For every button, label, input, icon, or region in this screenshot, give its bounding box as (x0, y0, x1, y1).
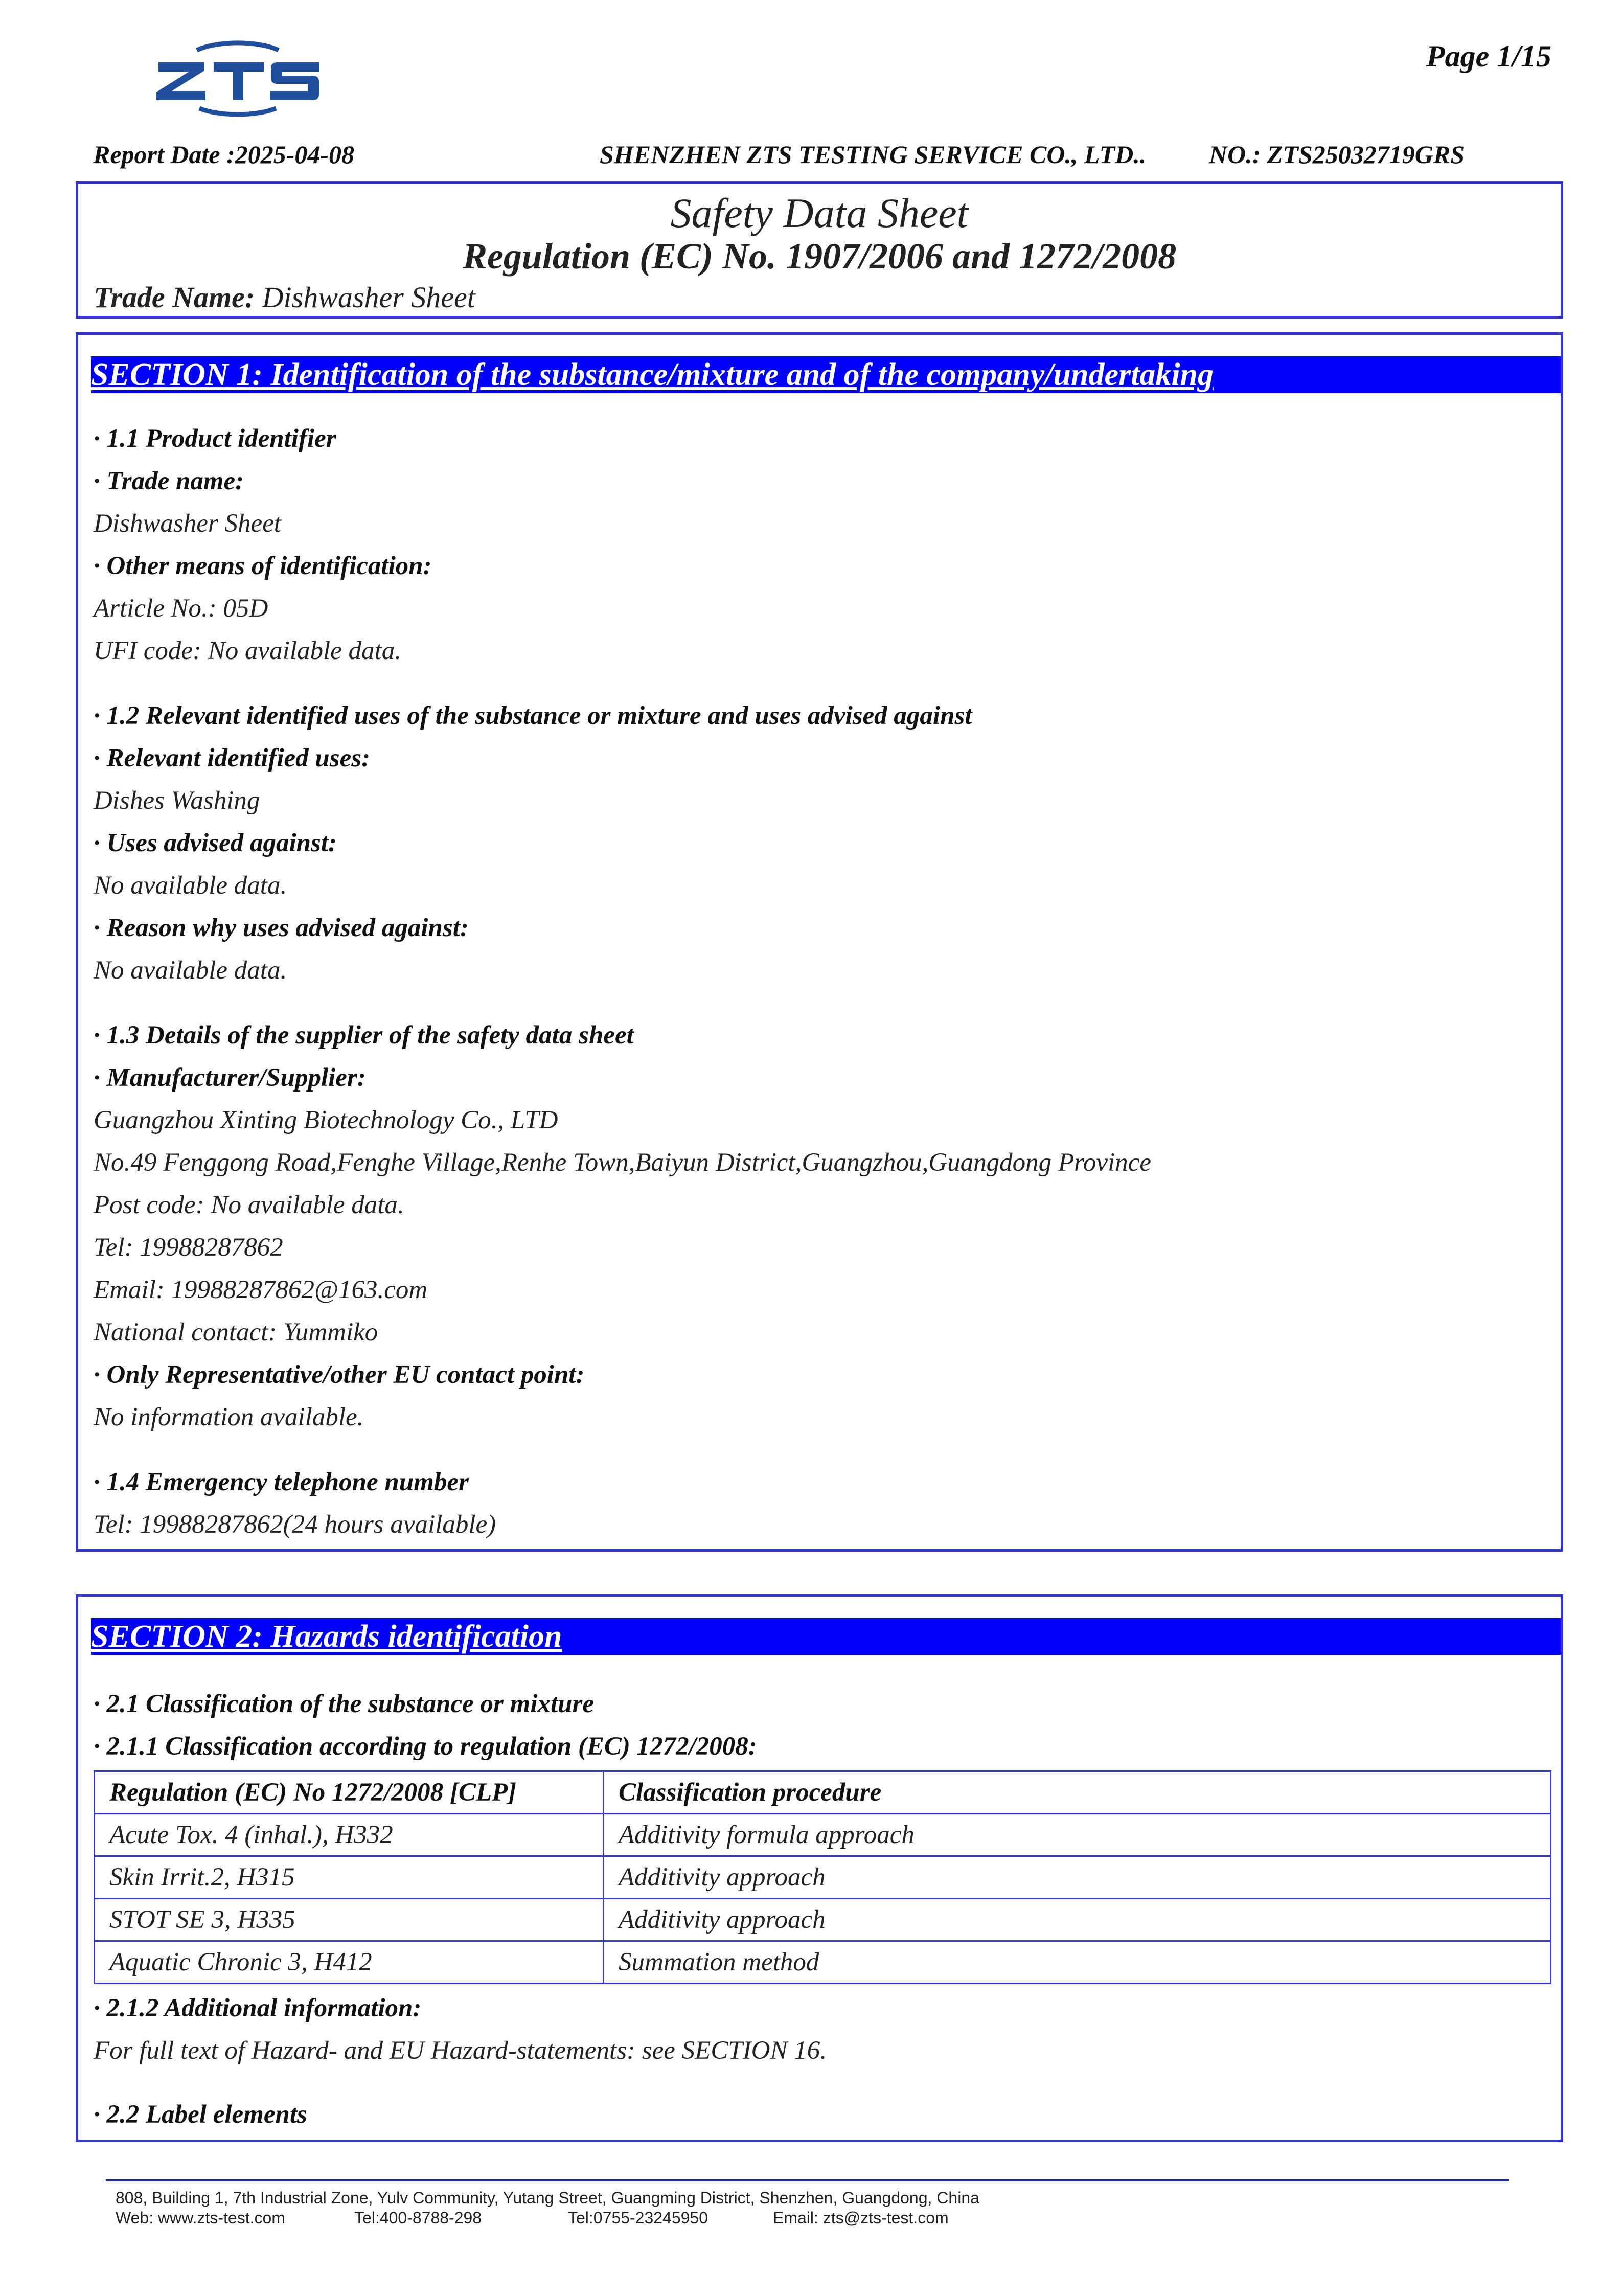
field-value: Email: 19988287862@163.com (94, 1276, 428, 1304)
field-value: Dishwasher Sheet (94, 509, 281, 538)
field-value: Tel: 19988287862(24 hours available) (94, 1510, 496, 1539)
field-heading: · Manufacturer/Supplier: (94, 1063, 366, 1092)
field-value: Dishes Washing (94, 786, 260, 815)
field-value: UFI code: No available data. (94, 636, 401, 665)
table-cell: Acute Tox. 4 (inhal.), H332 (95, 1814, 604, 1856)
field-value: No.49 Fenggong Road,Fenghe Village,Renhe Town,Baiyun District,Guangzhou,Guangdong Province (94, 1148, 1152, 1177)
company-name: SHENZHEN ZTS TESTING SERVICE CO., LTD.. (600, 140, 1147, 169)
field-value: Article No.: 05D (94, 594, 268, 623)
footer-divider (106, 2179, 1509, 2181)
table-header-cell: Regulation (EC) No 1272/2008 [CLP] (95, 1771, 604, 1814)
document-title: Safety Data Sheet (670, 190, 969, 236)
table-cell: Summation method (604, 1941, 1551, 1984)
label-elements-heading: · 2.2 Label elements (94, 2100, 307, 2129)
table-cell: Additivity approach (604, 1856, 1551, 1899)
field-heading: · 1.4 Emergency telephone number (94, 1468, 469, 1496)
trade-name-value: Dishwasher Sheet (262, 281, 475, 314)
field-value: No information available. (94, 1403, 364, 1431)
table-cell: Skin Irrit.2, H315 (95, 1856, 604, 1899)
field-heading: · Relevant identified uses: (94, 744, 371, 772)
field-heading: · 1.2 Relevant identified uses of the substance or mixture and uses advised against (94, 701, 972, 730)
table-row (95, 1941, 1551, 1984)
table-row (95, 1814, 1551, 1856)
section-1 (76, 332, 1563, 1552)
field-heading: · Trade name: (94, 467, 244, 495)
table-header-row (95, 1771, 1551, 1814)
title-box (76, 181, 1563, 319)
footer-email: Email: zts@zts-test.com (773, 2209, 949, 2227)
clp-classification-heading: · 2.1.1 Classification according to regulation (EC) 1272/2008: (94, 1732, 757, 1761)
field-heading: · 1.3 Details of the supplier of the safety data sheet (94, 1021, 634, 1050)
field-value: Post code: No available data. (94, 1191, 404, 1219)
field-value: Tel: 19988287862 (94, 1233, 283, 1262)
footer-tel-2: Tel:0755-23245950 (568, 2209, 708, 2227)
regulation-subtitle: Regulation (EC) No. 1907/2006 and 1272/2008 (462, 236, 1177, 277)
footer-tel-1: Tel:400-8788-298 (354, 2209, 482, 2227)
field-heading: · Only Representative/other EU contact point: (94, 1360, 585, 1389)
table-header-cell: Classification procedure (604, 1771, 1551, 1814)
field-value: Guangzhou Xinting Biotechnology Co., LTD (94, 1106, 558, 1134)
additional-info-text: For full text of Hazard- and EU Hazard-statements: see SECTION 16. (94, 2036, 827, 2065)
table-cell: Additivity approach (604, 1899, 1551, 1941)
table-cell: Additivity formula approach (604, 1814, 1551, 1856)
field-value: No available data. (94, 871, 287, 900)
field-value: National contact: Yummiko (94, 1318, 378, 1347)
table-cell: Aquatic Chronic 3, H412 (95, 1941, 604, 1984)
classification-table (94, 1770, 1551, 1984)
classification-heading: · 2.1 Classification of the substance or mixture (94, 1690, 595, 1718)
section-2-heading: SECTION 2: Hazards identification (91, 1618, 1561, 1655)
report-number: NO.: ZTS25032719GRS (1209, 140, 1465, 169)
trade-name (94, 280, 475, 314)
trade-name-label: Trade Name: (94, 281, 255, 314)
footer-address: 808, Building 1, 7th Industrial Zone, Yulv Community, Yutang Street, Guangming District, Shenzhen, Guangdong, China (116, 2189, 979, 2207)
report-date: Report Date :2025-04-08 (93, 140, 355, 169)
table-row (95, 1856, 1551, 1899)
table-row (95, 1899, 1551, 1941)
field-heading: · 1.1 Product identifier (94, 424, 336, 453)
field-value: No available data. (94, 956, 287, 985)
footer-web: Web: www.zts-test.com (116, 2209, 285, 2227)
page-number: Page 1/15 (1426, 39, 1551, 73)
section-1-heading: SECTION 1: Identification of the substance/mixture and of the company/undertaking (91, 356, 1561, 393)
field-heading: · Uses advised against: (94, 829, 337, 857)
field-heading: · Other means of identification: (94, 552, 432, 580)
section-2 (76, 1594, 1563, 2142)
field-heading: · Reason why uses advised against: (94, 914, 469, 942)
table-cell: STOT SE 3, H335 (95, 1899, 604, 1941)
zts-logo (148, 32, 327, 119)
additional-info-heading: · 2.1.2 Additional information: (94, 1994, 422, 2022)
